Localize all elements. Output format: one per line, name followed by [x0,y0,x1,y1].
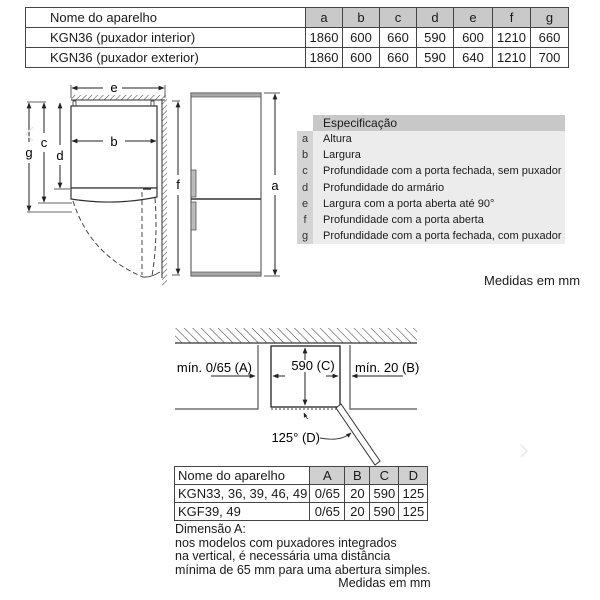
clearance-table [174,466,428,521]
list-item [297,228,565,244]
spec-description: Largura com a porta aberta até 90° [313,196,565,212]
header-cell: d [417,8,454,28]
spec-key: e [297,196,313,212]
dimension-a-note [175,523,431,591]
header-cell: a [306,8,343,28]
list-item [297,212,565,228]
header-cell: c [380,8,417,28]
appliance-name: KGF39, 49 [175,503,310,521]
header-cell: Nome do aparelho [26,8,306,28]
table-cell: 600 [343,48,380,68]
spec-description: Profundidade do armário [313,180,565,196]
label-a: a [271,178,279,193]
list-item [297,163,565,179]
header-cell: D [399,467,428,485]
spec-key: f [297,212,313,228]
table-cell: 660 [380,28,417,48]
table-cell: 0/65 [310,503,345,521]
table-cell: 590 [370,485,399,503]
specification-title: Especificação [313,115,565,131]
table-cell: 1860 [306,28,343,48]
label-b: b [110,134,118,149]
header-cell: f [493,8,531,28]
clearance-table-header [175,467,428,485]
table-row [175,485,428,503]
table-cell: 640 [454,48,493,68]
table-cell: 600 [454,28,493,48]
header-cell: e [454,8,493,28]
table-cell: 1210 [493,48,531,68]
table-row [175,503,428,521]
spec-description: Largura [313,147,565,163]
table-cell: 700 [531,48,569,68]
label-c: c [40,135,48,150]
header-cell: C [370,467,399,485]
table-cell: 1210 [493,28,531,48]
header-cell: g [531,8,569,28]
header-cell: B [345,467,370,485]
label-g: g [25,145,33,160]
header-cell: A [310,467,345,485]
spec-key: d [297,180,313,196]
door-angle-d-label: 125° (D) [271,430,320,445]
units-note-top: Medidas em mm [484,273,581,288]
label-d: d [56,148,64,163]
label-f: f [176,177,180,192]
note-line: na vertical, é necessária uma distância [175,549,391,564]
chevron-right-icon[interactable] [521,445,527,457]
list-item [297,196,565,212]
clearance-a-label: mín. 0/65 (A) [176,360,252,375]
fridge-top-view [71,101,160,277]
spec-key: b [297,147,313,163]
spec-description: Altura [313,131,565,147]
spec-description: Profundidade com a porta fechada, com puxador [313,228,565,244]
label-e: e [110,80,118,95]
clearance-b-label: mín. 20 (B) [355,360,420,375]
spec-description: Profundidade com a porta fechada, sem puxador [313,163,565,179]
spec-key: c [297,163,313,179]
header-cell: Nome do aparelho [175,467,310,485]
note-line: nos modelos com puxadores integrados [175,535,397,550]
specification-legend [297,115,565,244]
note-title: Dimensão A: [175,522,246,536]
appliance-name: KGN33, 36, 39, 46, 49 [175,485,310,503]
header-cell: b [343,8,380,28]
table-cell: 20 [345,503,370,521]
table-cell: 590 [417,28,454,48]
depth-c-label: 590 (C) [291,358,335,373]
note-line: mínima de 65 mm para uma abertura simples. [175,562,431,577]
list-item [297,180,565,196]
table-cell: 660 [380,48,417,68]
appliance-name: KGN36 (puxador exterior) [26,48,306,68]
table-cell: 125 [399,503,428,521]
table-cell: 590 [370,503,399,521]
units-note-bottom: Medidas em mm [338,576,431,591]
table-cell: 1860 [306,48,343,68]
table-cell: 20 [345,485,370,503]
table-cell: 600 [343,28,380,48]
spec-key: a [297,131,313,147]
spec-description: Profundidade com a porta aberta [313,212,565,228]
table-cell: 0/65 [310,485,345,503]
fridge-front-view [191,93,280,276]
list-item [297,147,565,163]
appliance-name: KGN36 (puxador interior) [26,28,306,48]
list-item [297,131,565,147]
spec-key: g [297,228,313,244]
table-cell: 660 [531,28,569,48]
table-cell: 590 [417,48,454,68]
table-cell: 125 [399,485,428,503]
